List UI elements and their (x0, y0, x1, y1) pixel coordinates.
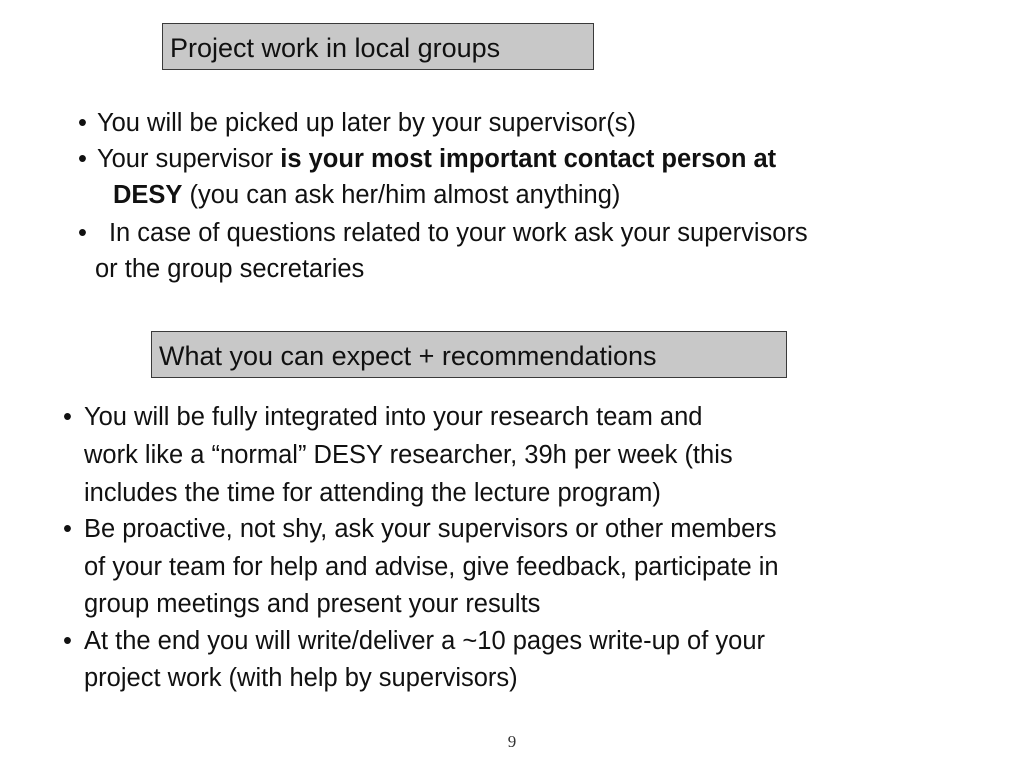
list-item (63, 517, 777, 543)
bullet-icon: • (63, 403, 72, 431)
list-item-continuation (95, 257, 364, 283)
section-heading-text: Project work in local groups (170, 33, 501, 63)
emphasis-text: is your most important contact person at (280, 145, 777, 173)
list-item-text: (you can ask her/him almost anything) (182, 181, 621, 209)
list-item (78, 111, 636, 137)
list-item (63, 629, 765, 655)
bullet-icon: • (63, 627, 72, 655)
list-item-text: You will be fully integrated into your research team and (83, 403, 703, 431)
section-heading-expectations (151, 331, 787, 378)
list-item-continuation (84, 592, 540, 618)
list-item-continuation (84, 481, 661, 507)
list-item-continuation (84, 666, 518, 692)
list-item-continuation (113, 183, 620, 209)
list-item (78, 147, 776, 173)
emphasis-text: DESY (113, 181, 183, 209)
list-item-text: You will be picked up later by your supervisor(s) (96, 109, 636, 137)
section-heading-project-work (162, 23, 594, 70)
bullet-icon: • (78, 219, 87, 247)
list-item-continuation (84, 555, 779, 581)
list-item-text: project work (with help by supervisors) (84, 664, 518, 692)
list-item-text: At the end you will write/deliver a ~10 pages write-up of your (83, 627, 766, 655)
list-item-text: or the group secretaries (95, 255, 365, 283)
list-item (78, 221, 808, 247)
section-heading-text: What you can expect + recommendations (159, 341, 657, 371)
list-item-continuation (84, 443, 733, 469)
list-item-text: of your team for help and advise, give feedback, participate in (84, 553, 779, 581)
bullet-icon: • (78, 109, 87, 137)
page-number: 9 (507, 732, 517, 751)
list-item-text: work like a “normal” DESY researcher, 39h per week (this (84, 441, 733, 469)
list-item-text: group meetings and present your results (84, 590, 541, 618)
list-item (63, 405, 702, 431)
list-item-text: includes the time for attending the lecture program) (84, 479, 661, 507)
list-item-text: In case of questions related to your work ask your supervisors (108, 219, 808, 247)
bullet-icon: • (63, 515, 72, 543)
bullet-icon: • (78, 145, 87, 173)
list-item-text: Your supervisor (96, 145, 281, 173)
list-item-text: Be proactive, not shy, ask your supervisors or other members (83, 515, 777, 543)
